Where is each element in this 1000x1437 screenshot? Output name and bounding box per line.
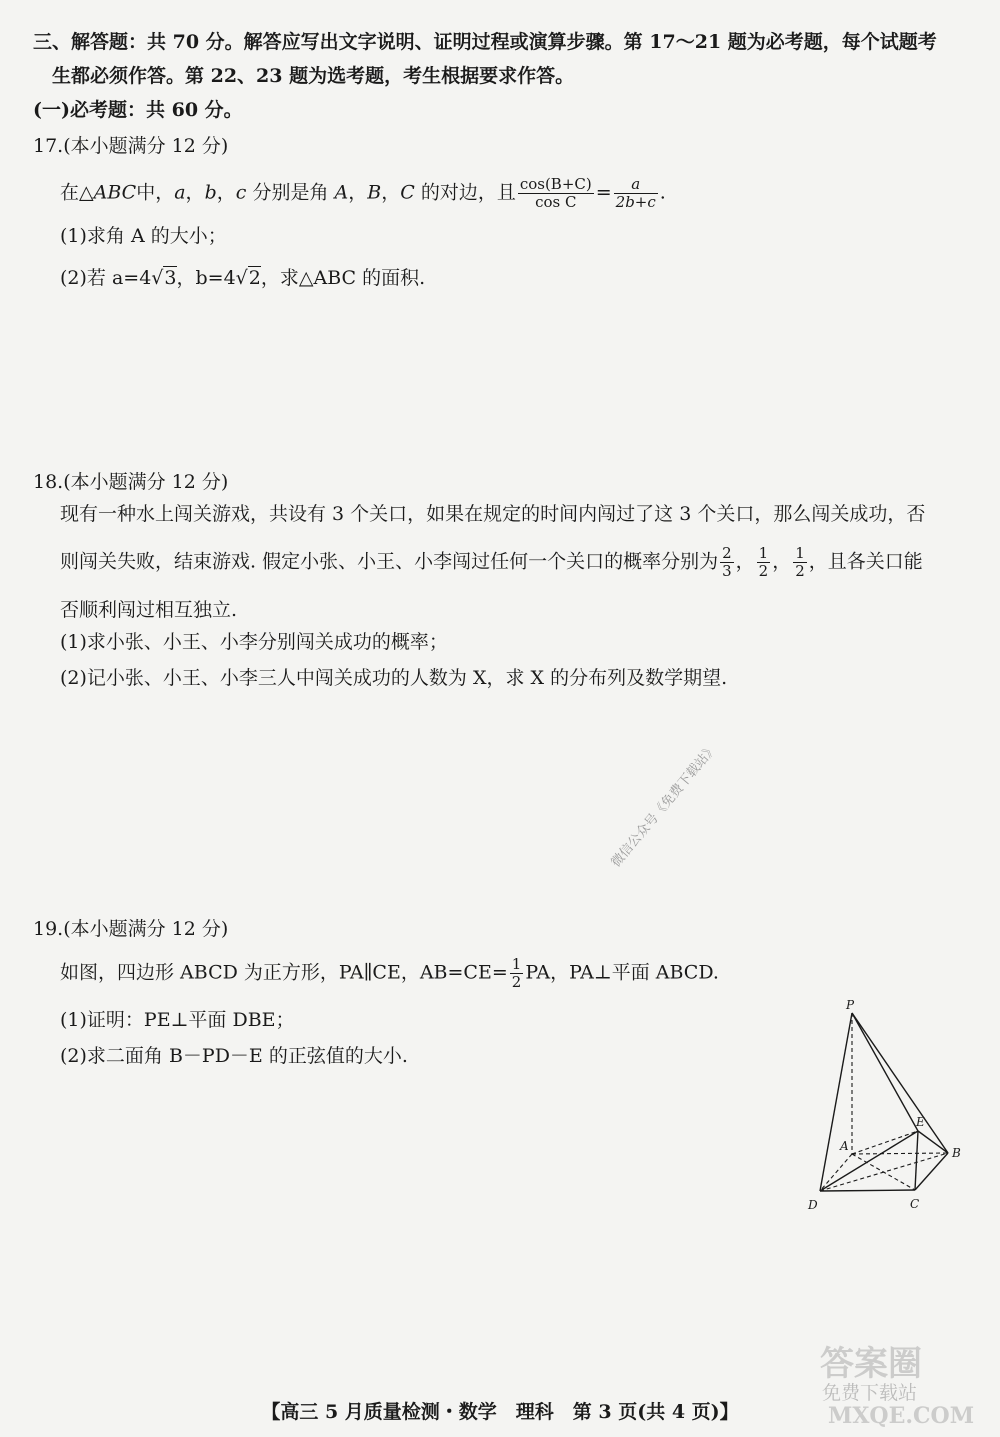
q19-header: 19.(本小题满分 12 分) <box>33 918 229 940</box>
q19-stem: 如图，四边形 ABCD 为正方形，PA∥CE，AB=CE= $\frac{1}{2}$ PA，PA⊥平面 ABCD. <box>60 955 719 991</box>
label-B: B <box>952 1146 961 1160</box>
edge-EB <box>918 1131 948 1153</box>
watermark: 微信公众号《免费下载站》 <box>608 741 721 871</box>
section-heading-line2: 生都必须作答。第 22、23 题为选考题，考生根据要求作答。 <box>52 65 575 87</box>
svg-text:免费下载站: 免费下载站 <box>822 1382 918 1404</box>
svg-text:答案圈: 答案圈 <box>820 1344 922 1384</box>
edge-AB <box>852 1153 948 1154</box>
q18-part1: (1)求小张、小王、小李分别闯关成功的概率； <box>60 631 448 653</box>
edge-DC <box>820 1190 915 1191</box>
q17-fraction-right: $\frac{a}{2b+c}$ <box>615 175 656 211</box>
label-C: C <box>910 1197 920 1211</box>
label-P: P <box>846 998 855 1012</box>
edge-CB <box>915 1153 948 1190</box>
q17-stem: 在△ABC中，a，b，c 分别是角 A，B，C 的对边，且 $\frac{\cos(B+C)}{\text{cos C}}$ = $\frac{a}{2b+c}$ . <box>60 175 666 211</box>
svg-text:MXQE.COM: MXQE.COM <box>828 1403 975 1429</box>
q18-line2: 则闯关失败，结束游戏. 假定小张、小王、小李闯过任何一个关口的概率分别为 $\frac{2}{3}$ ， $\frac{1}{2}$ ， $\frac{1}{2}$ ，且各关口能 <box>60 544 923 580</box>
edge-EC <box>915 1131 918 1190</box>
edge-DB <box>820 1153 948 1191</box>
q17-header: 17.(本小题满分 12 分) <box>33 135 229 157</box>
q17-part1: (1)求角 A 的大小； <box>60 225 227 247</box>
edge-PD <box>820 1013 852 1191</box>
q18-part2: (2)记小张、小王、小李三人中闯关成功的人数为 X，求 X 的分布列及数学期望. <box>60 667 728 689</box>
q19-part1: (1)证明：PE⊥平面 DBE； <box>60 1009 295 1031</box>
q17-fraction-left: $\frac{\cos(B+C)}{\text{cos C}}$ <box>519 175 592 211</box>
section-heading-line1: 三、解答题：共 70 分。解答应写出文字说明、证明过程或演算步骤。第 17～21 题为必考题，每个试题考 <box>33 31 937 53</box>
q18-line3: 否顺利闯过相互独立. <box>60 599 238 621</box>
q18-header: 18.(本小题满分 12 分) <box>33 471 229 493</box>
edge-AD <box>820 1154 852 1191</box>
geometry-figure <box>790 995 980 1220</box>
q17-part2: (2)若 a=4√3，b=4√2，求△ABC 的面积. <box>60 267 426 289</box>
label-E: E <box>916 1115 925 1129</box>
edge-PE <box>852 1013 918 1131</box>
label-D: D <box>808 1198 818 1212</box>
q19-part2: (2)求二面角 B－PD－E 的正弦值的大小. <box>60 1045 408 1067</box>
page-footer: 【高三 5 月质量检测・数学 理科 第 3 页(共 4 页)】 <box>261 1401 739 1423</box>
edge-DE <box>820 1131 918 1191</box>
label-A: A <box>840 1139 849 1153</box>
edge-PB <box>852 1013 948 1153</box>
site-logo <box>800 1335 990 1430</box>
part-heading: (一)必考题：共 60 分。 <box>33 99 243 121</box>
q18-line1: 现有一种水上闯关游戏，共设有 3 个关口，如果在规定的时间内闯过了这 3 个关口，那么闯关成功，否 <box>60 503 926 525</box>
